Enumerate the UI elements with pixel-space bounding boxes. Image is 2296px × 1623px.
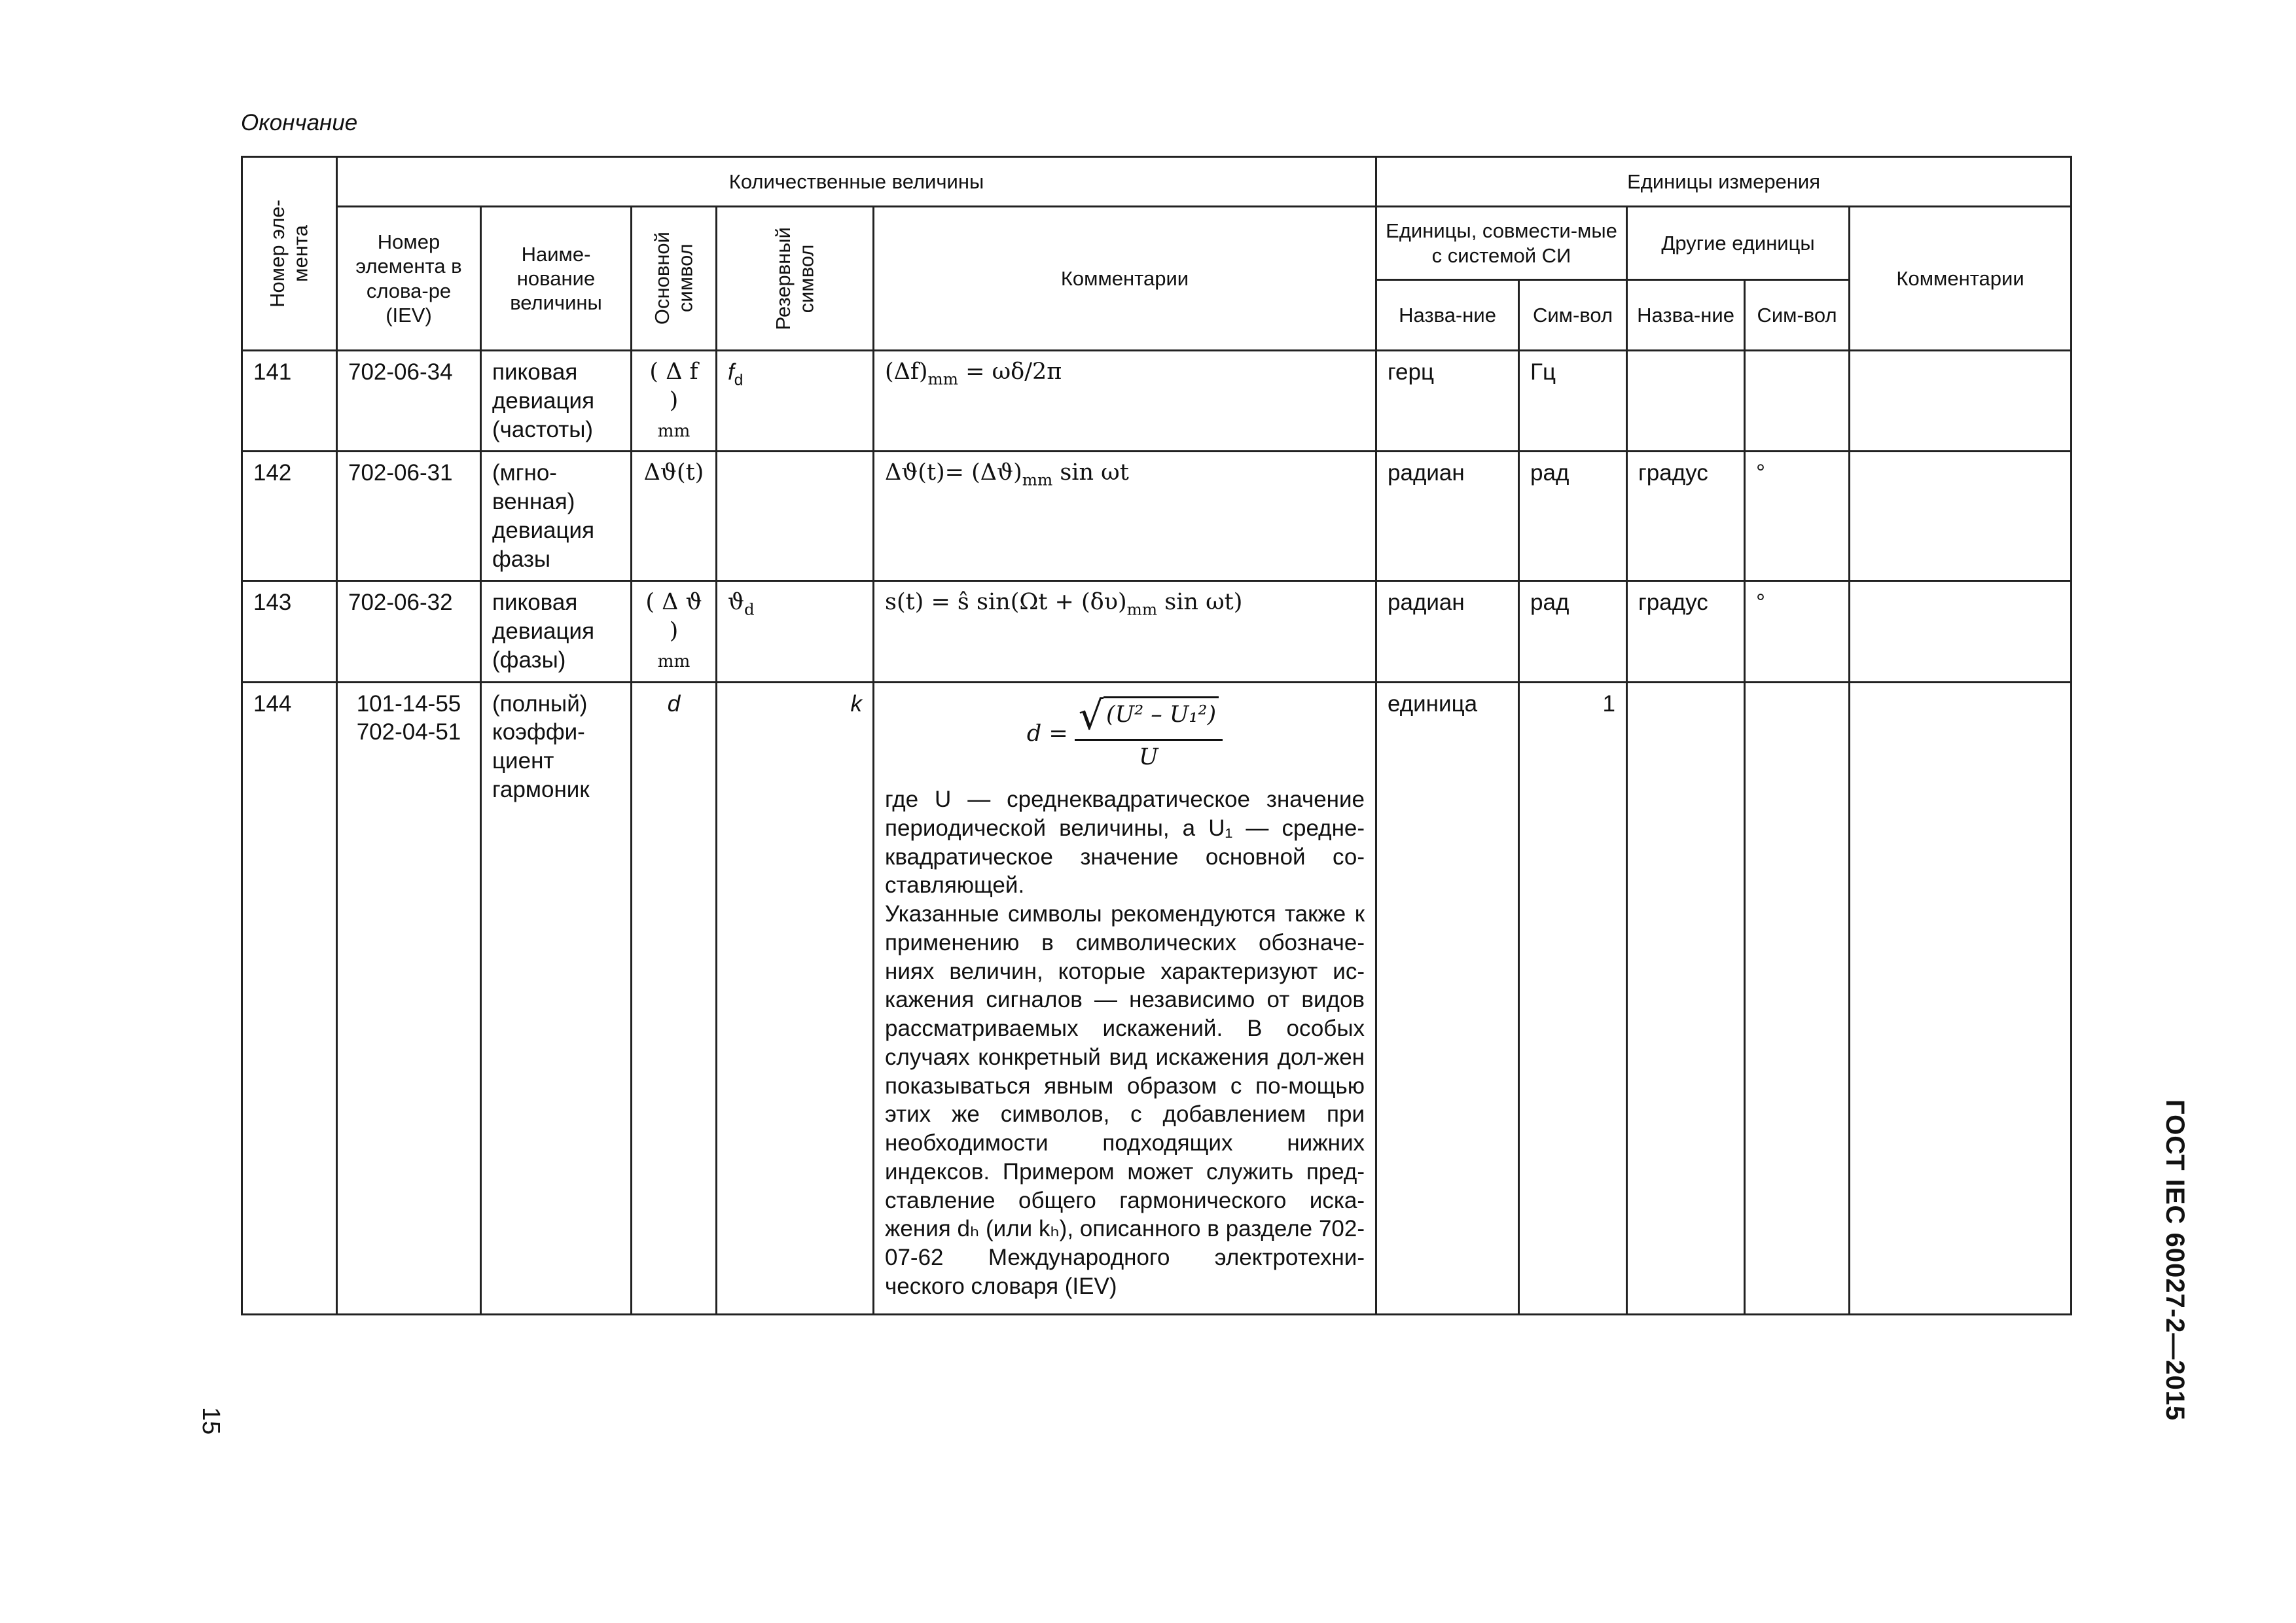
page-label: Окончание bbox=[241, 110, 358, 135]
row-unit-comment bbox=[1850, 452, 2072, 581]
header-si-name: Назва-ние bbox=[1376, 280, 1519, 351]
header-main-symbol: Основной символ bbox=[632, 207, 717, 351]
row-other-name: градус bbox=[1627, 452, 1745, 581]
thd-comment-text: где U — среднеквадратическое значение периодической величины, а U₁ — средне-квадратическое значение основной со-ставляющей. Указанные символы рекомендуются также к применению в символических обозначе-ниях величин, которые характеризуют ис-кажения сигналов — независимо от видов рассматриваемых искажений. В особых случаях конкретный вид искажения дол-жен показываться явным образом с по-мощью этих же символов, с добавлением при необходимости подходящих нижних индексов. Примером может служить пред-ставление общего гармонического иска-жения dₕ (или kₕ), описанного в разделе 702-07-62 Международного электротехни-ческого словаря (IEV) bbox=[885, 787, 1365, 1299]
quantities-table bbox=[241, 156, 2072, 1315]
row-other-symbol bbox=[1745, 351, 1850, 452]
row-iev: 101-14-55 702-04-51 bbox=[337, 682, 481, 1314]
row-comment: $(\Delta f)_{mm} = \omega\delta/2\pi$ bbox=[874, 351, 1376, 452]
row-number: 144 bbox=[242, 682, 337, 1314]
header-other-symbol: Сим-вол bbox=[1745, 280, 1850, 351]
row-comment: s(t) = ŝ $\sin(\Omega t + (\delta\upsilon)_{mm}$ sin ωt) bbox=[874, 581, 1376, 682]
thd-formula: d = √ (U² – U₁²) U bbox=[885, 696, 1365, 773]
row-reserve-symbol: k bbox=[717, 682, 874, 1314]
row-main-symbol: ( Δ ϑ ) mm bbox=[632, 581, 717, 682]
row-reserve-symbol: $ϑ_d$ bbox=[717, 581, 874, 682]
row-si-name: герц bbox=[1376, 351, 1519, 452]
row-main-symbol: ( Δ f ) mm bbox=[632, 351, 717, 452]
row-si-symbol: рад bbox=[1519, 452, 1627, 581]
row-iev: 702-06-32 bbox=[337, 581, 481, 682]
table-row bbox=[242, 351, 2072, 452]
header-iev-no: Номер элемента в слова-ре (IEV) bbox=[337, 207, 481, 351]
table-row bbox=[242, 581, 2072, 682]
row-other-symbol bbox=[1745, 682, 1850, 1314]
header-reserve-symbol: Резервный символ bbox=[717, 207, 874, 351]
header-element-no: Номер эле- мента bbox=[242, 157, 337, 351]
header-other-name: Назва-ние bbox=[1627, 280, 1745, 351]
row-unit-comment bbox=[1850, 682, 2072, 1314]
row-number: 142 bbox=[242, 452, 337, 581]
document-title: ГОСТ IEC 60027-2—2015 bbox=[2161, 1099, 2189, 1421]
row-comment bbox=[874, 682, 1376, 1314]
header-name: Наиме-нование величины bbox=[481, 207, 632, 351]
header-unit-comments: Комментарии bbox=[1850, 207, 2072, 351]
header-si-symbol: Сим-вол bbox=[1519, 280, 1627, 351]
row-other-name bbox=[1627, 682, 1745, 1314]
row-si-name: единица bbox=[1376, 682, 1519, 1314]
row-name: (полный) коэффи-циент гармоник bbox=[481, 682, 632, 1314]
row-unit-comment bbox=[1850, 351, 2072, 452]
row-other-name: градус bbox=[1627, 581, 1745, 682]
row-unit-comment bbox=[1850, 581, 2072, 682]
row-si-symbol: 1 bbox=[1519, 682, 1627, 1314]
row-name: (мгно-венная) девиация фазы bbox=[481, 452, 632, 581]
header-quantities: Количественные величины bbox=[337, 157, 1376, 207]
row-name: пиковая девиация (частоты) bbox=[481, 351, 632, 452]
row-main-symbol: Δϑ(t) bbox=[632, 452, 717, 581]
row-other-name bbox=[1627, 351, 1745, 452]
header-si-units: Единицы, совмести-мые с системой СИ bbox=[1376, 207, 1627, 280]
row-main-symbol: d bbox=[632, 682, 717, 1314]
row-si-name: радиан bbox=[1376, 452, 1519, 581]
row-number: 141 bbox=[242, 351, 337, 452]
row-comment: $\Delta ϑ(t)= (\Delta ϑ)_{mm}$ sin ωt bbox=[874, 452, 1376, 581]
row-other-symbol: ° bbox=[1745, 452, 1850, 581]
row-reserve-symbol bbox=[717, 452, 874, 581]
row-iev: 702-06-31 bbox=[337, 452, 481, 581]
table-header bbox=[242, 157, 2072, 351]
header-other-units: Другие единицы bbox=[1627, 207, 1850, 280]
row-reserve-symbol: $f_d$ bbox=[717, 351, 874, 452]
row-si-symbol: рад bbox=[1519, 581, 1627, 682]
page-number: 15 bbox=[197, 1407, 224, 1435]
row-number: 143 bbox=[242, 581, 337, 682]
row-name: пиковая девиация (фазы) bbox=[481, 581, 632, 682]
row-si-name: радиан bbox=[1376, 581, 1519, 682]
table-row bbox=[242, 452, 2072, 581]
row-iev: 702-06-34 bbox=[337, 351, 481, 452]
table-row bbox=[242, 682, 2072, 1314]
header-units: Единицы измерения bbox=[1376, 157, 2072, 207]
row-si-symbol: Гц bbox=[1519, 351, 1627, 452]
header-comments: Комментарии bbox=[874, 207, 1376, 351]
row-other-symbol: ° bbox=[1745, 581, 1850, 682]
